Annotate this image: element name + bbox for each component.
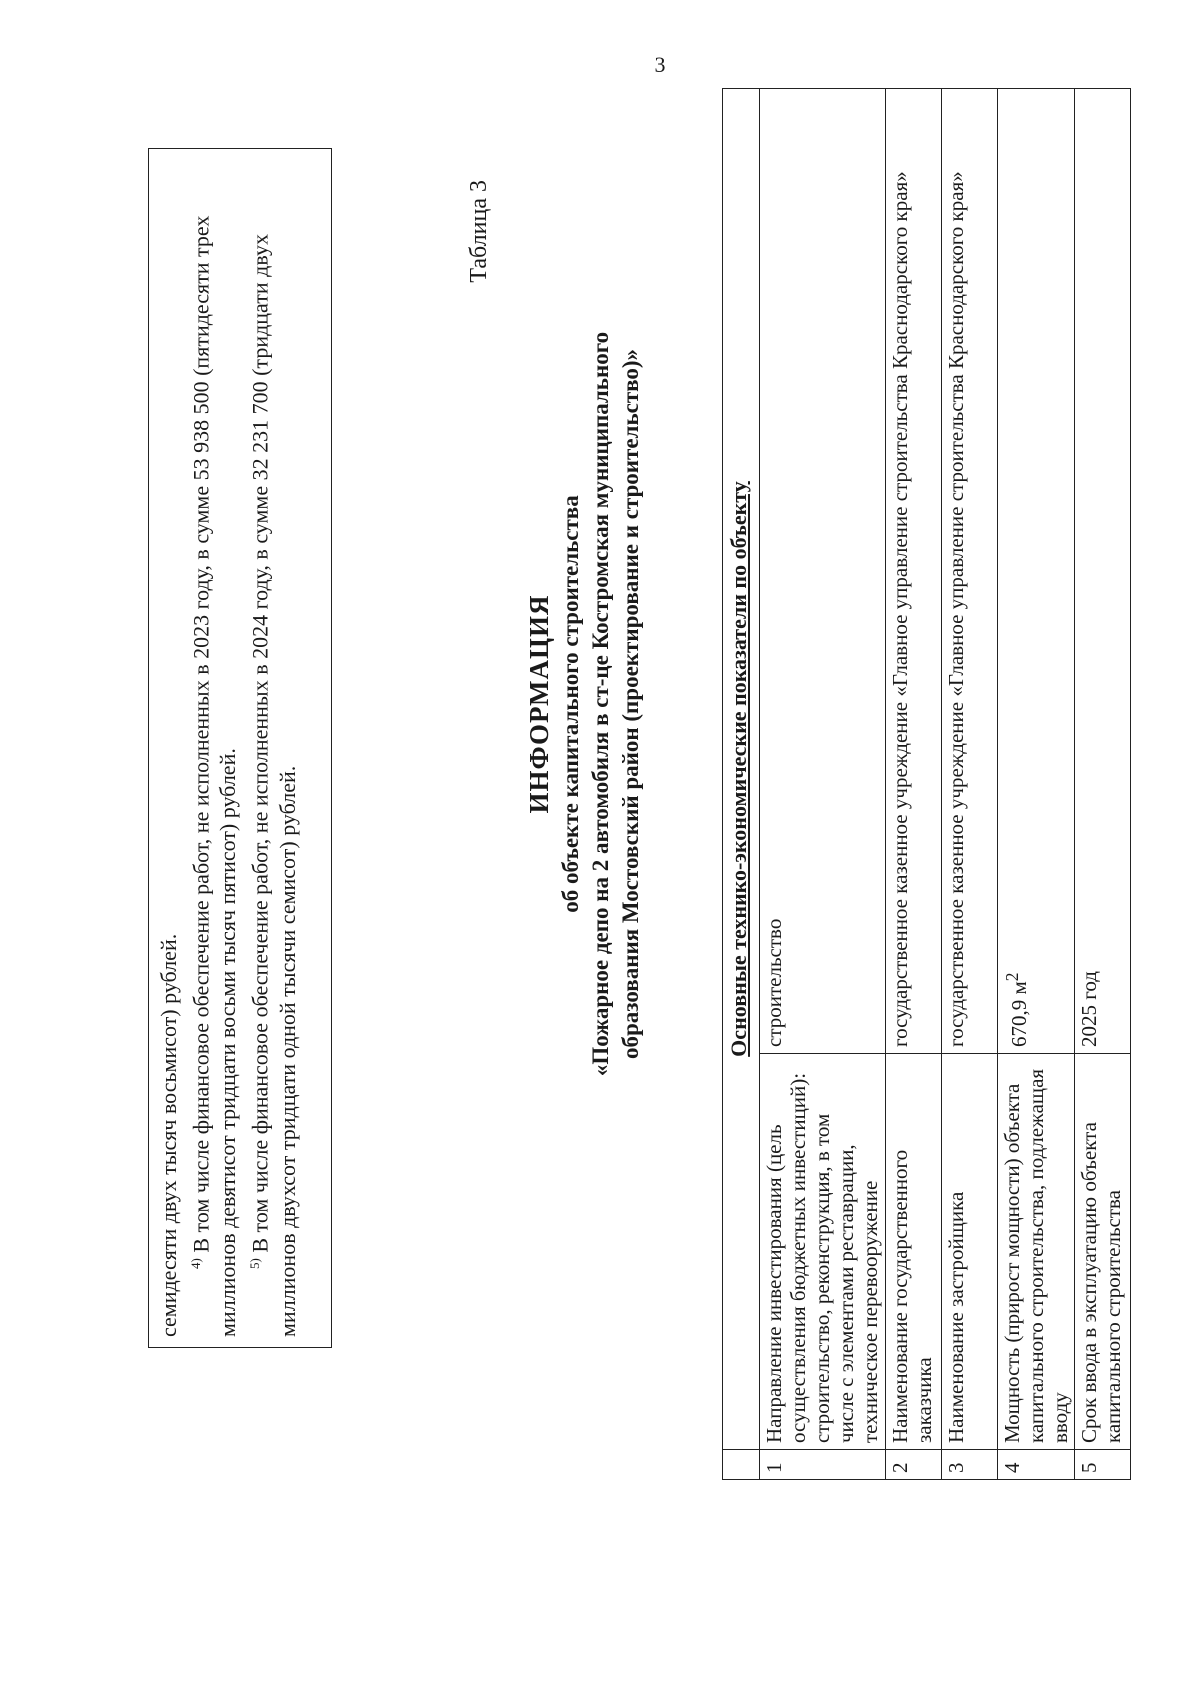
indicators-table	[722, 88, 1131, 1480]
row-number: 2	[886, 1450, 942, 1480]
footnote-continued-line: семидесяти двух тысяч восьмисот) рублей.	[156, 933, 181, 1337]
footnote-5-text: В том числе финансовое обеспечение работ, не исполненных в 2024 году, в сумме 32 231 700 (тридцати двух миллионов двухсот тридцати одной тысячи семисот) рублей.	[247, 234, 300, 1337]
footnote-4	[182, 159, 241, 1337]
row-value: государственное казенное учреждение «Главное управление строительства Краснодарского края»	[886, 89, 942, 1054]
row-value-superscript: 2	[1002, 972, 1022, 982]
table-row	[942, 89, 998, 1480]
row-label: Мощность (прирост мощности) объекта капитального строительства, подлежащая вводу	[998, 1054, 1075, 1450]
table-row	[886, 89, 942, 1480]
table-row	[760, 89, 886, 1480]
row-value: строительство	[760, 89, 886, 1054]
header-empty-cell	[723, 1450, 760, 1480]
row-label: Наименование застройщика	[942, 1054, 998, 1450]
row-number: 4	[998, 1450, 1075, 1480]
footnote-5	[241, 159, 300, 1337]
row-number: 1	[760, 1450, 886, 1480]
row-number: 5	[1075, 1450, 1131, 1480]
title-line-2: «Пожарное депо на 2 автомобиля в ст-це Костромская муниципального	[588, 331, 613, 1077]
section-header	[723, 89, 760, 1450]
footnote-box	[148, 148, 332, 1348]
row-value: государственное казенное учреждение «Главное управление строительства Краснодарского края»	[942, 89, 998, 1054]
row-number: 3	[942, 1450, 998, 1480]
footnote-5-marker: 5)	[247, 1258, 263, 1269]
page-number: 3	[654, 52, 666, 77]
row-label: Срок ввода в эксплуатацию объекта капитального строительства	[1075, 1054, 1131, 1450]
footnote-4-marker: 4)	[188, 1258, 203, 1269]
row-value: 2025 год	[1075, 89, 1131, 1054]
title-line-1: об объекте капитального строительства	[558, 495, 583, 913]
row-value	[998, 89, 1075, 1054]
document-title	[522, 204, 646, 1204]
table-caption: Таблица 3	[466, 180, 492, 283]
table-row	[1075, 89, 1131, 1480]
row-label: Наименование государственного заказчика	[886, 1054, 942, 1450]
footnote-4-text: В том числе финансовое обеспечение работ, не исполненных в 2023 году, в сумме 53 938 500 (пятидесяти трех миллионов девятисот тридцати восьми тысяч пятисот) рублей.	[188, 215, 241, 1337]
table-row	[998, 89, 1075, 1480]
row-label: Направление инвестирования (цель осуществления бюджетных инвестиций): строительство, реконструкция, в том числе с элементами реставрации, техническое перевооружение	[760, 1054, 886, 1450]
title-line-3: образования Мостовский район (проектирование и строительство)»	[618, 348, 643, 1060]
row-value-text: 670,9 м	[1007, 981, 1031, 1047]
title-main: ИНФОРМАЦИЯ	[524, 594, 554, 814]
section-header-text: Основные технико-экономические показатели по объекту	[726, 481, 751, 1057]
table-header-row	[723, 89, 760, 1480]
